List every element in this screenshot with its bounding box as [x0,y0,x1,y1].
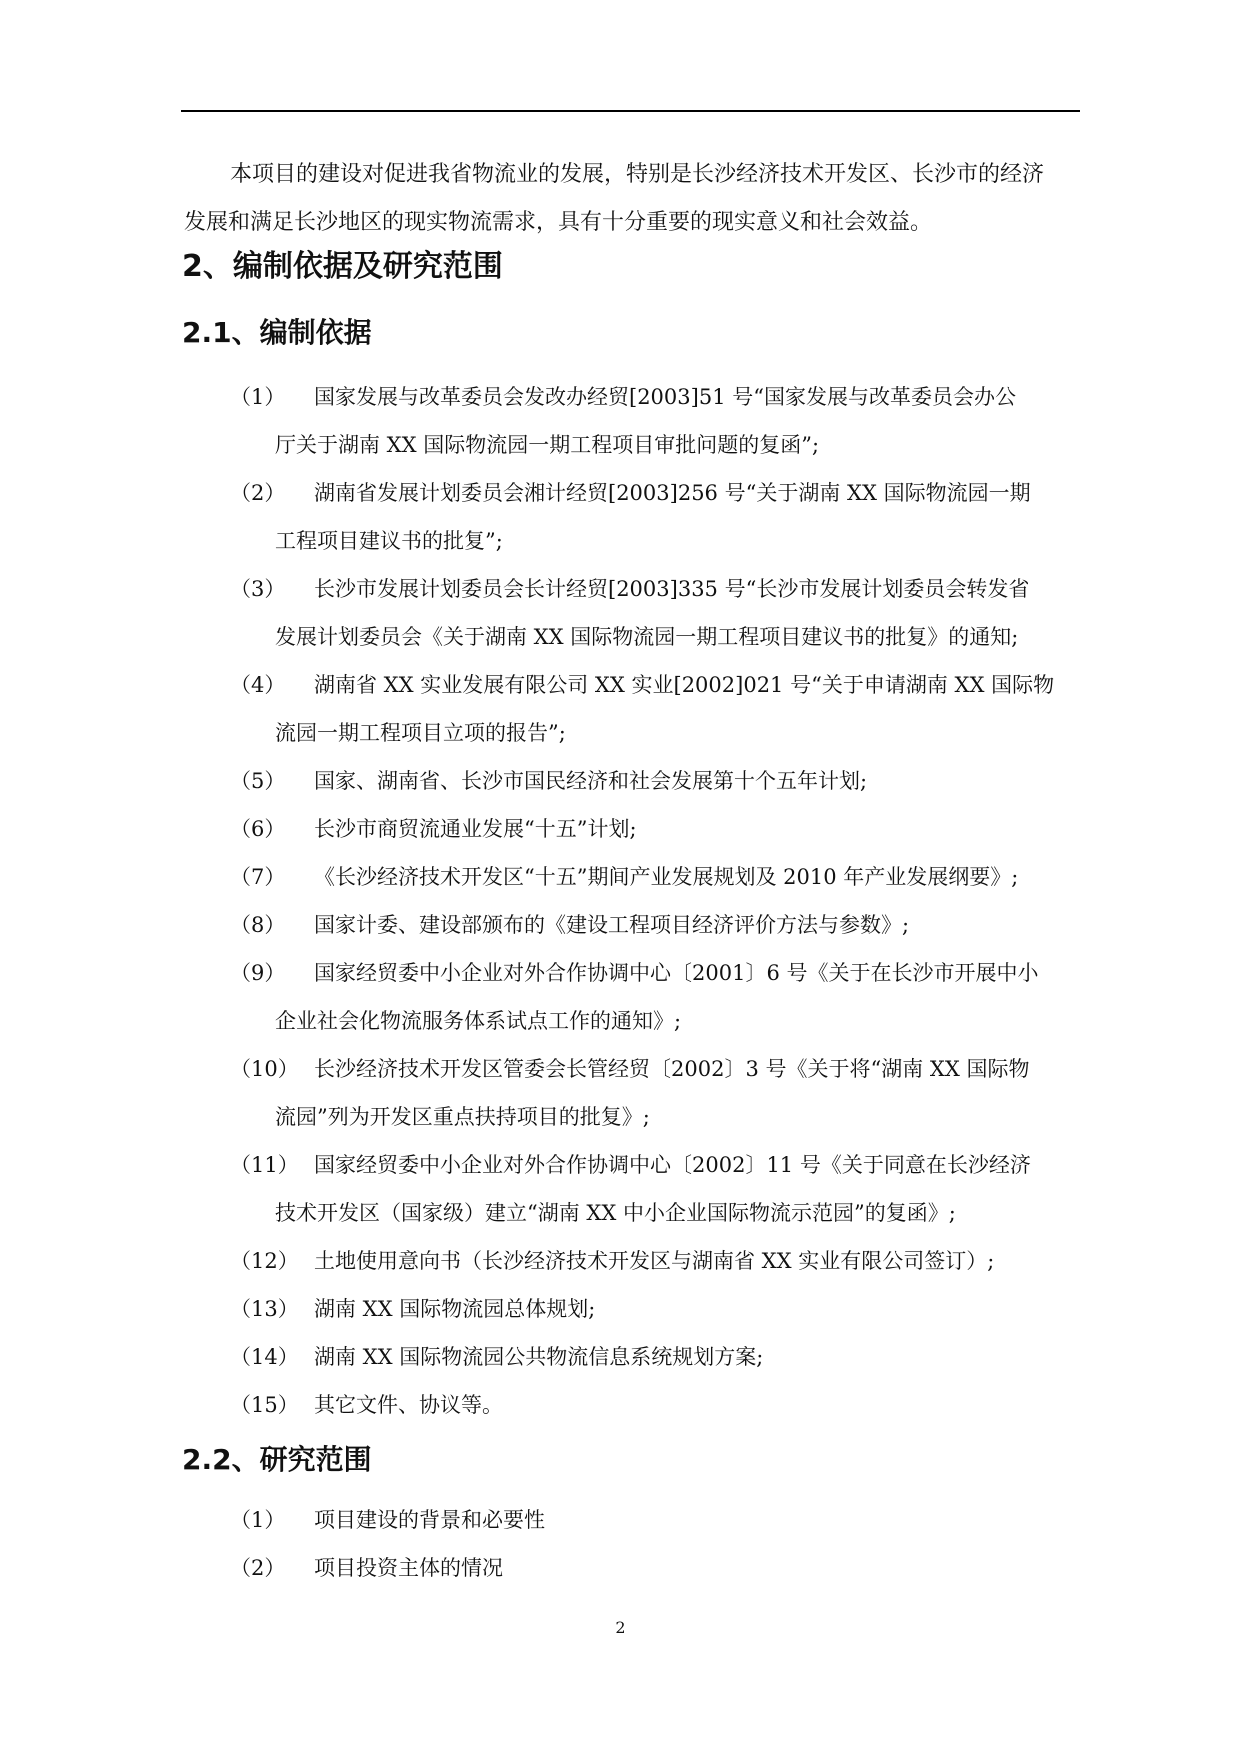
list-item [0,805,1241,853]
list-item-text [275,757,1080,805]
list-item-number: （10） [230,1057,299,1081]
list-item [0,1496,1241,1544]
intro-paragraph-line-1: 本项目的建设对促进我省物流业的发展，特别是长沙经济技术开发区、长沙市的经济 [230,162,1045,187]
list-item-text [275,1237,1080,1285]
list-item-text [275,949,1080,1045]
list-item-number: （6） [230,817,286,841]
list-item [0,1141,1241,1237]
section-2-1-heading: 2.1、编制依据 [182,316,372,349]
list-item-text [275,661,1080,757]
list-item-line: 项目投资主体的情况 [314,1556,503,1580]
header-rule [181,110,1080,112]
intro-paragraph-line-2: 发展和满足长沙地区的现实物流需求，具有十分重要的现实意义和社会效益。 [184,210,933,235]
list-item-text [275,805,1080,853]
list-item-line: 土地使用意向书（长沙经济技术开发区与湖南省 XX 实业有限公司签订）; [314,1249,995,1273]
list-item [0,757,1241,805]
list-item-line: 技术开发区（国家级）建立“湖南 XX 中小企业国际物流示范园”的复函》; [275,1201,956,1225]
list-item [0,1544,1241,1592]
list-item-text [275,1333,1080,1381]
list-item-number: （14） [230,1345,299,1369]
list-item-line: 流园一期工程项目立项的报告”; [275,721,566,745]
list-item-text [275,1285,1080,1333]
list-item [0,1285,1241,1333]
list-item-text [275,853,1080,901]
list-item-line: 湖南省发展计划委员会湘计经贸[2003]256 号“关于湖南 XX 国际物流园一期 [314,481,1031,505]
list-item [0,1237,1241,1285]
list-item-number: （8） [230,913,286,937]
list-item-number: （4） [230,673,286,697]
list-item-text [275,1496,1080,1544]
section-2-heading: 2、编制依据及研究范围 [182,249,503,284]
list-item-text [275,1045,1080,1141]
list-item-number: （15） [230,1393,299,1417]
list-item-number: （1） [230,1508,286,1532]
list-item-line: 发展计划委员会《关于湖南 XX 国际物流园一期工程项目建议书的批复》的通知; [275,625,1019,649]
list-item-line: 项目建设的背景和必要性 [314,1508,545,1532]
list-item-line: 其它文件、协议等。 [314,1393,503,1417]
page-number: 2 [615,1618,626,1637]
list-item-text [275,565,1080,661]
list-item-line: 企业社会化物流服务体系试点工作的通知》; [275,1009,682,1033]
list-item-line: 湖南 XX 国际物流园总体规划; [314,1297,596,1321]
list-item-number: （13） [230,1297,299,1321]
list-item-line: 长沙市商贸流通业发展“十五”计划; [314,817,637,841]
list-item-number: （2） [230,1556,286,1580]
list-item [0,1045,1241,1141]
list-item-line: 流园”列为开发区重点扶持项目的批复》; [275,1105,650,1129]
list-item [0,949,1241,1045]
list-item-text [275,1141,1080,1237]
list-item-text [275,1381,1080,1429]
section-2-2-heading: 2.2、研究范围 [182,1443,372,1476]
list-item-line: 湖南省 XX 实业发展有限公司 XX 实业[2002]021 号“关于申请湖南 XX 国际物 [314,673,1055,697]
list-item-number: （7） [230,865,286,889]
list-item-line: 《长沙经济技术开发区“十五”期间产业发展规划及 2010 年产业发展纲要》; [314,865,1019,889]
list-item [0,901,1241,949]
list-item-line: 长沙市发展计划委员会长计经贸[2003]335 号“长沙市发展计划委员会转发省 [314,577,1030,601]
list-item-text [275,373,1080,469]
list-item-line: 工程项目建议书的批复”; [275,529,503,553]
list-item-number: （3） [230,577,286,601]
list-item [0,853,1241,901]
list-item-number: （9） [230,961,286,985]
list-item-text [275,901,1080,949]
list-item [0,469,1241,565]
list-item-line: 湖南 XX 国际物流园公共物流信息系统规划方案; [314,1345,764,1369]
list-item-number: （2） [230,481,286,505]
list-item-line: 国家发展与改革委员会发改办经贸[2003]51 号“国家发展与改革委员会办公 [314,385,1016,409]
scope-list [0,1496,1241,1592]
list-item-line: 厅关于湖南 XX 国际物流园一期工程项目审批问题的复函”; [275,433,820,457]
list-item [0,565,1241,661]
list-item [0,1381,1241,1429]
list-item-line: 国家计委、建设部颁布的《建设工程项目经济评价方法与参数》; [314,913,910,937]
list-item-line: 国家经贸委中小企业对外合作协调中心〔2002〕11 号《关于同意在长沙经济 [314,1153,1031,1177]
list-item [0,373,1241,469]
list-item-line: 长沙经济技术开发区管委会长管经贸〔2002〕3 号《关于将“湖南 XX 国际物 [314,1057,1030,1081]
basis-list [0,373,1241,1429]
list-item-text [275,1544,1080,1592]
list-item-number: （11） [230,1153,299,1177]
list-item-line: 国家经贸委中小企业对外合作协调中心〔2001〕6 号《关于在长沙市开展中小 [314,961,1039,985]
list-item-text [275,469,1080,565]
list-item-number: （5） [230,769,286,793]
list-item-number: （12） [230,1249,299,1273]
list-item [0,661,1241,757]
list-item [0,1333,1241,1381]
list-item-number: （1） [230,385,286,409]
list-item-line: 国家、湖南省、长沙市国民经济和社会发展第十个五年计划; [314,769,868,793]
